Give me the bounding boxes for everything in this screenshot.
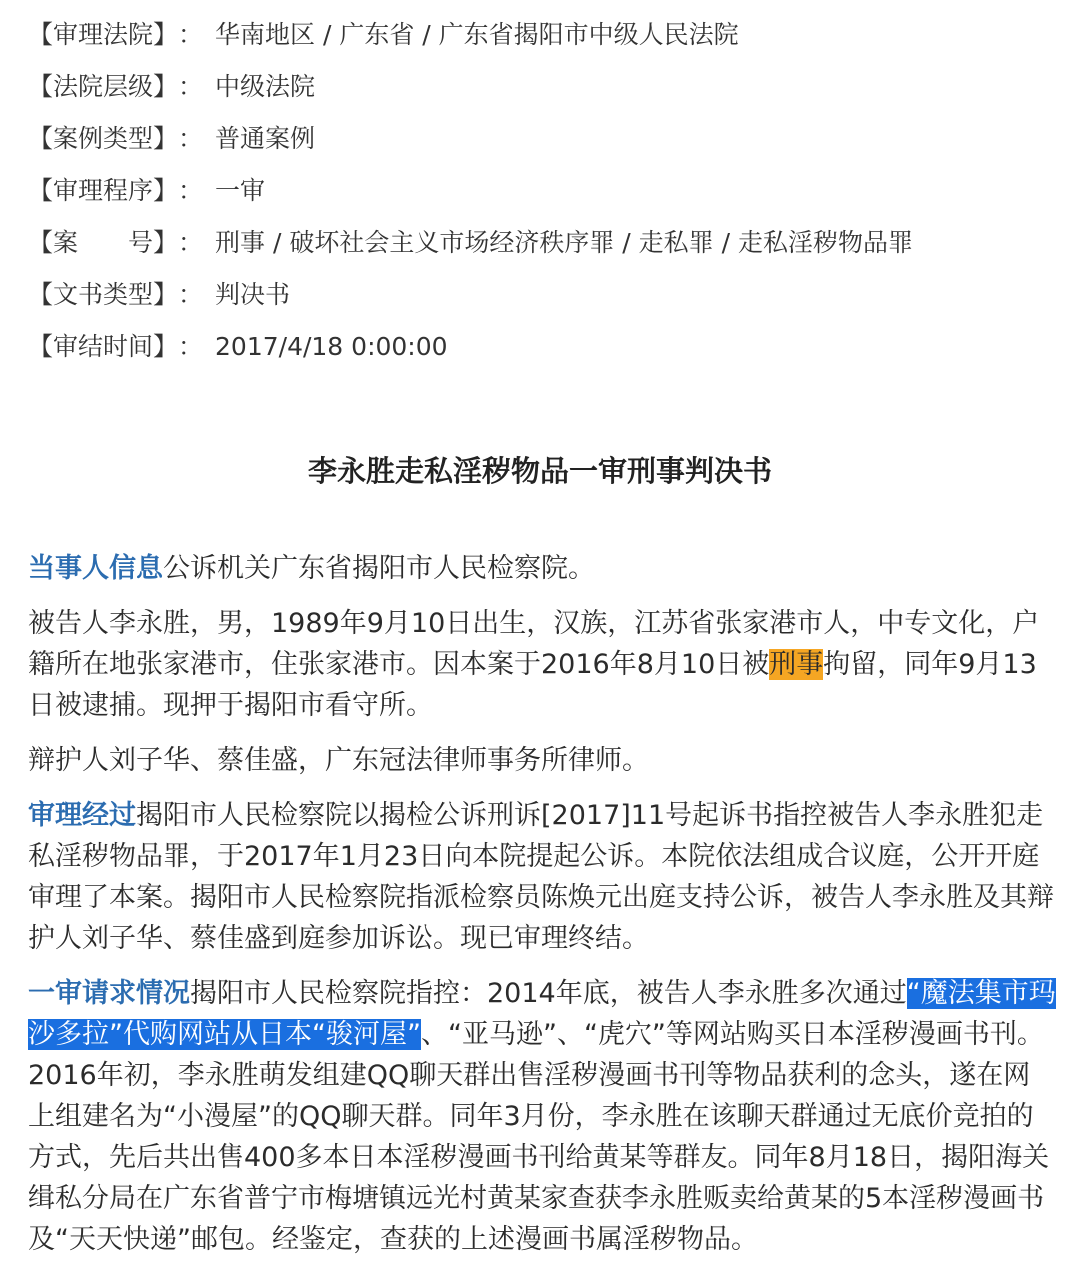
meta-value: 刑事 / 破坏社会主义市场经济秩序罪 / 走私罪 / 走私淫秽物品罪: [215, 228, 913, 257]
meta-separator: ：: [178, 176, 204, 205]
meta-label: 【法院层级】: [28, 72, 179, 101]
meta-separator: ：: [178, 124, 204, 153]
meta-separator: ：: [178, 20, 204, 49]
case-metadata: [28, 14, 913, 378]
party-info-text: 公诉机关广东省揭阳市人民检察院。: [163, 553, 595, 584]
meta-separator: ：: [178, 280, 204, 309]
request-paragraph: [28, 973, 1056, 1260]
text-selection[interactable]: “魔法集市玛沙多拉”代购网站从日本“骏河屋”: [28, 978, 1056, 1050]
meta-label: 【审理程序】: [28, 176, 179, 205]
trial-paragraph: [28, 795, 1056, 959]
defendant-paragraph: [28, 603, 1056, 726]
meta-value: 中级法院: [215, 72, 316, 101]
meta-label: 【审结时间】: [28, 332, 179, 361]
meta-row-type: [28, 118, 913, 170]
meta-value: 一审: [215, 176, 266, 205]
search-highlight: 刑事: [769, 649, 824, 680]
meta-label: 【案例类型】: [28, 124, 179, 153]
meta-label: 【文书类型】: [28, 280, 179, 309]
meta-row-doc-type: [28, 274, 913, 326]
document-title: 李永胜走私淫秽物品一审刑事判决书: [307, 454, 772, 488]
trial-text: 揭阳市人民检察院以揭检公诉刑诉[2017]11号起诉书指控被告人李永胜犯走私淫秽物品罪，于2017年1月23日向本院提起公诉。本院依法组成合议庭，公开开庭审理了本案。揭阳市人民检察院指派检察员陈焕元出庭支持公诉，被告人李永胜及其辩护人刘子华、蔡佳盛到庭参加诉讼。现已审理终结。: [28, 800, 1054, 954]
meta-value: 华南地区 / 广东省 / 广东省揭阳市中级人民法院: [215, 20, 739, 49]
meta-separator: ：: [178, 72, 204, 101]
meta-value: 判决书: [215, 280, 291, 309]
meta-row-court: [28, 14, 913, 66]
defendant-text-before: 被告人李永胜，男，1989年9月10日出生，汉族，江苏省张家港市人，中专文化，户籍所在地张家港市，住张家港市。因本案于2016年8月10日被: [28, 608, 1040, 680]
defendant-text-after: 拘留，同年9月13日被逮捕。现押于揭阳市看守所。: [28, 649, 1037, 721]
meta-label: 【审理法院】: [28, 20, 179, 49]
request-text-before: 揭阳市人民检察院指控：2014年底，被告人李永胜多次通过: [190, 978, 907, 1009]
section-heading-party: 当事人信息: [28, 553, 163, 584]
section-heading-trial: 审理经过: [28, 800, 136, 831]
meta-value: 普通案例: [215, 124, 316, 153]
meta-label: 【案 号】: [28, 228, 179, 257]
request-text-after: 、“亚马逊”、“虎穴”等网站购买日本淫秽漫画书刊。2016年初，李永胜萌发组建QQ聊天群出售淫秽漫画书刊等物品获利的念头，遂在网上组建名为“小漫屋”的QQ聊天群。同年3月份，李永胜在该聊天群通过无底价竞拍的方式，先后共出售400多本日本淫秽漫画书刊给黄某等群友。同年8月18日，揭阳海关缉私分局在广东省普宁市梅塘镇远光村黄某家查获李永胜贩卖给黄某的5本淫秽漫画书及“天天快递”邮包。经鉴定，查获的上述漫画书属淫秽物品。: [28, 1019, 1050, 1255]
defender-paragraph: 辩护人刘子华、蔡佳盛，广东冠法律师事务所律师。: [28, 745, 649, 776]
meta-row-case-number: [28, 222, 913, 274]
document-body: [28, 548, 1056, 1274]
meta-row-closing-time: [28, 326, 913, 378]
meta-separator: ：: [178, 228, 204, 257]
meta-row-level: [28, 66, 913, 118]
meta-separator: ：: [178, 332, 204, 361]
section-heading-request: 一审请求情况: [28, 978, 190, 1009]
party-info-paragraph: [28, 548, 1056, 589]
meta-row-procedure: [28, 170, 913, 222]
meta-value: 2017/4/18 0:00:00: [215, 332, 448, 361]
